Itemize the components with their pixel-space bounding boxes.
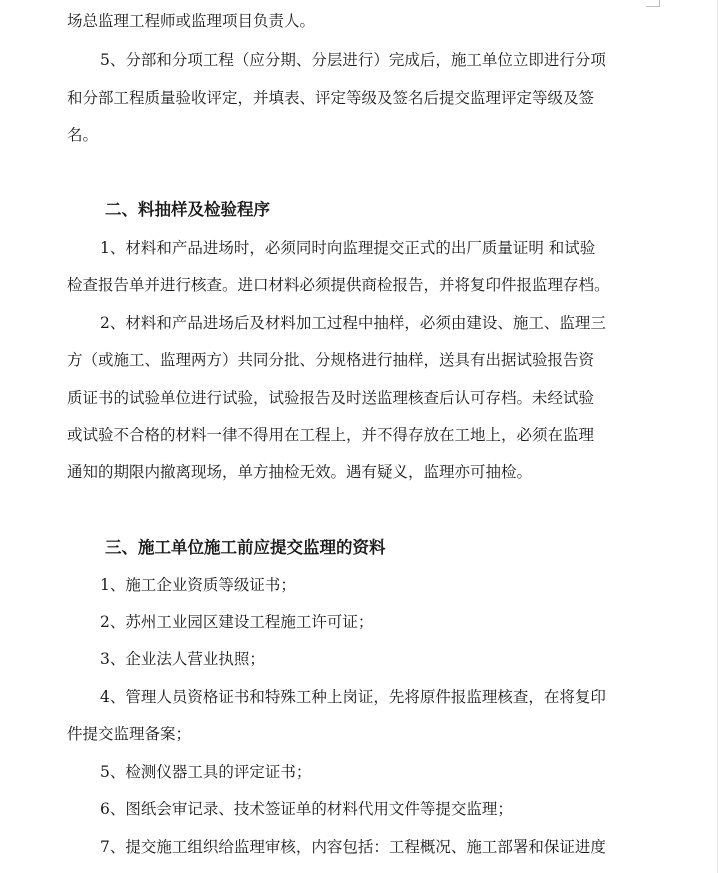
- body-line: 2、材料和产品进场后及材料加工过程中抽样，必须由建设、施工、监理三: [100, 314, 606, 332]
- list-item: 1、施工企业资质等级证书；: [100, 576, 296, 594]
- list-item: 6、图纸会审记录、技术签证单的材料代用文件等提交监理；: [100, 800, 513, 818]
- body-line: 5、分部和分项工程（应分期、分层进行）完成后，施工单位立即进行分项: [100, 51, 606, 69]
- list-item: 2、苏州工业园区建设工程施工许可证；: [100, 613, 374, 631]
- body-line: 和分部工程质量验收评定，并填表、评定等级及签名后提交监理评定等级及签: [67, 89, 595, 107]
- body-line: 1、材料和产品进场时，必须同时向监理提交正式的出厂质量证明 和试验: [100, 239, 596, 257]
- list-item: 3、企业法人营业执照；: [100, 650, 265, 668]
- list-item: 5、检测仪器工具的评定证书；: [100, 763, 312, 781]
- section-heading: 二、料抽样及检验程序: [105, 200, 270, 219]
- section-heading: 三、施工单位施工前应提交监理的资料: [105, 538, 386, 557]
- body-line: 场总监理工程师或监理项目负责人。: [67, 12, 316, 30]
- page-corner-mark: [659, 0, 660, 7]
- body-line: 名。: [67, 126, 99, 144]
- list-item: 4、管理人员资格证书和特殊工种上岗证，先将原件报监理核查，在将复印: [100, 688, 606, 706]
- body-line: 质证书的试验单位进行试验，试验报告及时送监理核查后认可存档。未经试验: [67, 389, 595, 407]
- list-item: 件提交监理备案；: [67, 725, 192, 743]
- page-corner-mark: [646, 6, 660, 7]
- list-item: 7、提交施工组织给监理审核，内容包括：工程概况、施工部署和保证进度: [100, 838, 606, 856]
- body-line: 通知的期限内撤离现场，单方抽检无效。遇有疑义，监理亦可抽检。: [67, 463, 533, 481]
- body-line: 检查报告单并进行核查。进口材料必须提供商检报告，并将复印件报监理存档。: [67, 276, 610, 294]
- body-line: 方（或施工、监理两方）共同分批、分规格进行抽样，送具有出据试验报告资: [67, 351, 595, 369]
- body-line: 或试验不合格的材料一律不得用在工程上，并不得存放在工地上，必须在监理: [67, 426, 595, 444]
